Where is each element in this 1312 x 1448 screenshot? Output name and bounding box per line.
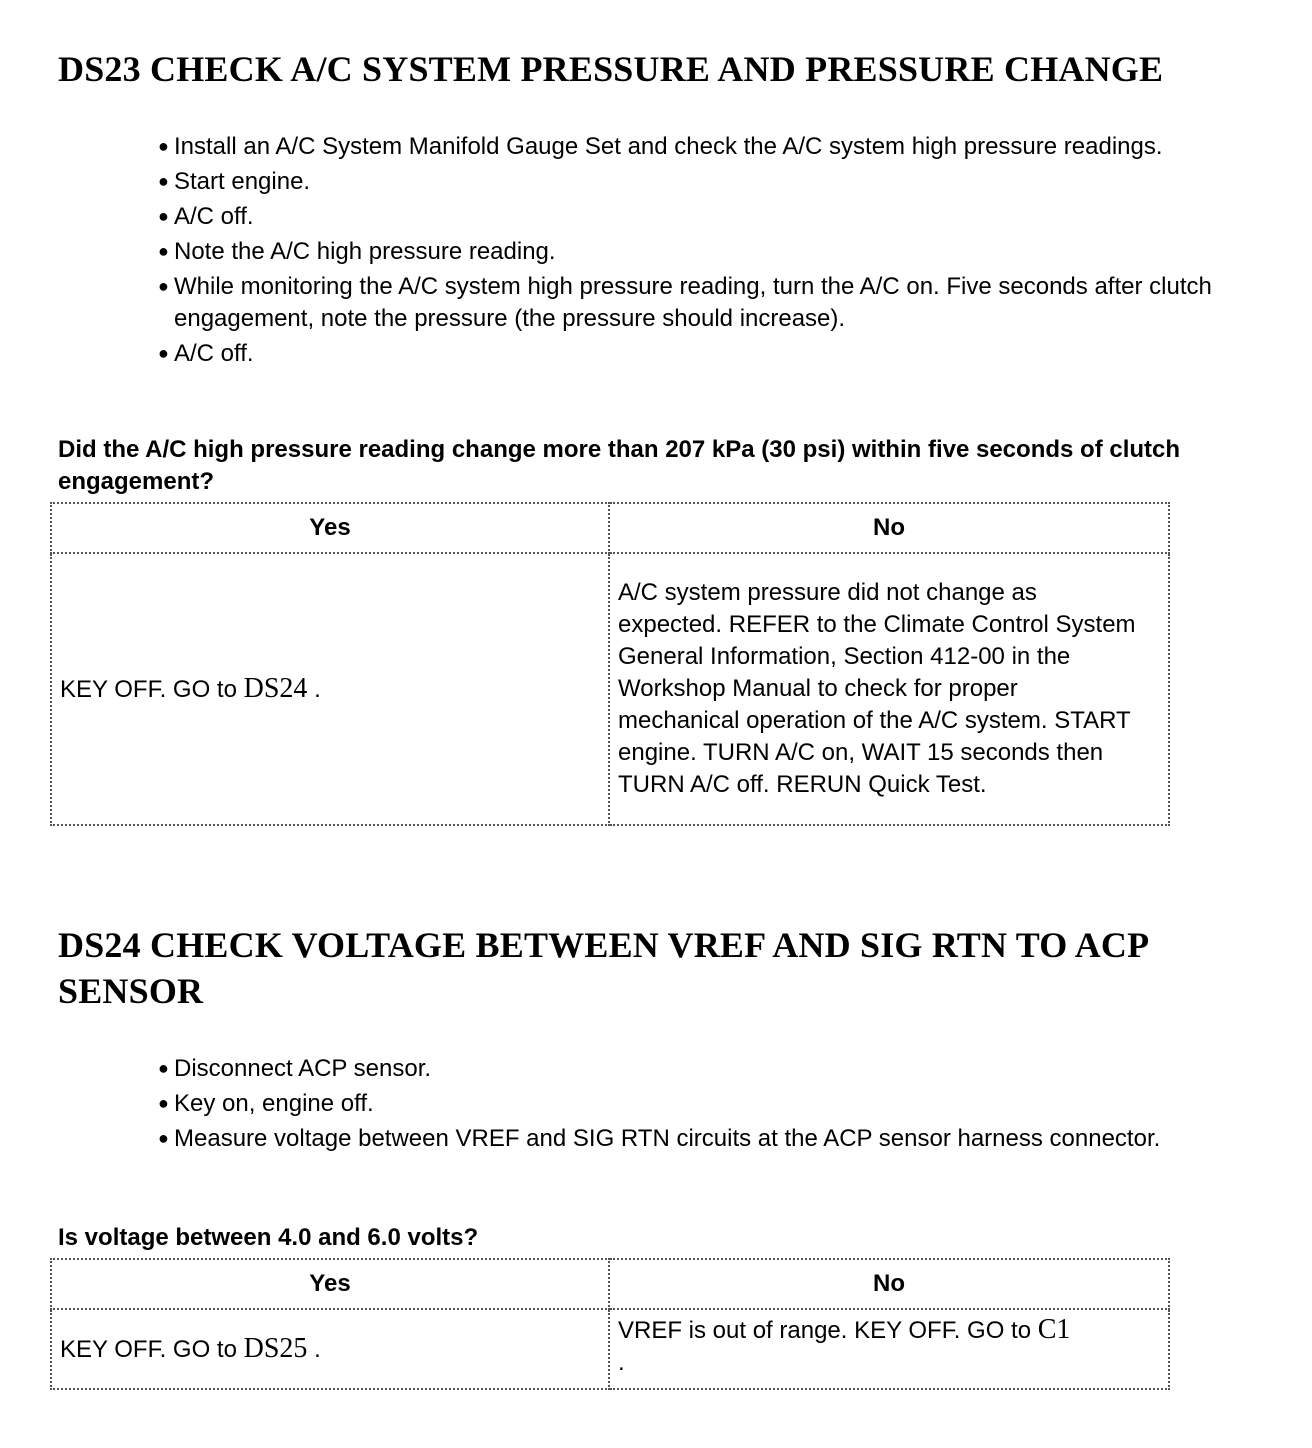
ds23-steps xyxy=(58,130,1258,372)
ds24-steps xyxy=(58,1052,1258,1157)
ds24-section xyxy=(58,922,1258,1014)
ds23-question-block xyxy=(58,434,1248,498)
ds23-no-header: No xyxy=(609,503,1169,553)
bullet-icon: ● xyxy=(158,171,169,191)
ds23-step: ● Note the A/C high pressure reading. xyxy=(140,235,1258,268)
ds23-step: ● Install an A/C System Manifold Gauge Set and check the A/C system high pressure readings. xyxy=(140,130,1258,163)
ds24-question: Is voltage between 4.0 and 6.0 volts? xyxy=(58,1224,479,1251)
ds23-heading: DS23 CHECK A/C SYSTEM PRESSURE AND PRESSURE CHANGE xyxy=(58,49,1164,89)
bullet-icon: ● xyxy=(158,1128,169,1148)
ds23-step: ● Start engine. xyxy=(140,165,1258,198)
bullet-icon: ● xyxy=(158,241,169,261)
bullet-icon: ● xyxy=(158,136,169,156)
ds24-heading: DS24 CHECK VOLTAGE BETWEEN VREF AND SIG RTN TO ACP SENSOR xyxy=(58,925,1148,1011)
ds24-yes-cell: KEY OFF. GO to DS25 . xyxy=(51,1309,609,1389)
ds23-step: ● A/C off. xyxy=(140,200,1258,233)
ds24-yes-header: Yes xyxy=(51,1259,609,1309)
c1-link[interactable]: C1 xyxy=(1037,1314,1071,1345)
ds24-step: ● Key on, engine off. xyxy=(140,1087,1258,1120)
ds24-no-cell: VREF is out of range. KEY OFF. GO to C1 . xyxy=(609,1309,1169,1389)
ds25-link[interactable]: DS25 xyxy=(243,1332,308,1364)
ds23-step: ● A/C off. xyxy=(140,337,1258,370)
bullet-icon: ● xyxy=(158,343,169,363)
bullet-icon: ● xyxy=(158,276,169,296)
ds23-yes-no-table xyxy=(50,502,1170,826)
bullet-icon: ● xyxy=(158,1093,169,1113)
ds24-no-header: No xyxy=(609,1259,1169,1309)
ds23-section xyxy=(58,46,1258,92)
ds23-step: ● While monitoring the A/C system high pressure reading, turn the A/C on. Five seconds after clutch engagement, note the pressure (the pressure should increase). xyxy=(140,270,1258,335)
ds24-yes-no-table xyxy=(50,1258,1170,1390)
ds23-question: Did the A/C high pressure reading change more than 207 kPa (30 psi) within five seconds of clutch engagement? xyxy=(58,436,1181,495)
ds23-yes-header: Yes xyxy=(51,503,609,553)
ds23-no-cell: A/C system pressure did not change as expected. REFER to the Climate Control System General Information, Section 412-00 in the Workshop Manual to check for proper mechanical operation of the A/C system. START engine. TURN A/C on, WAIT 15 seconds then TURN A/C off. RERUN Quick Test. xyxy=(609,553,1169,825)
ds23-yes-cell: KEY OFF. GO to DS24 . xyxy=(51,553,609,825)
ds24-link[interactable]: DS24 xyxy=(243,672,308,704)
ds24-question-block xyxy=(58,1222,1258,1254)
ds24-step: ● Measure voltage between VREF and SIG RTN circuits at the ACP sensor harness connector. xyxy=(140,1122,1258,1155)
bullet-icon: ● xyxy=(158,1058,169,1078)
ds24-step: ● Disconnect ACP sensor. xyxy=(140,1052,1258,1085)
bullet-icon: ● xyxy=(158,206,169,226)
